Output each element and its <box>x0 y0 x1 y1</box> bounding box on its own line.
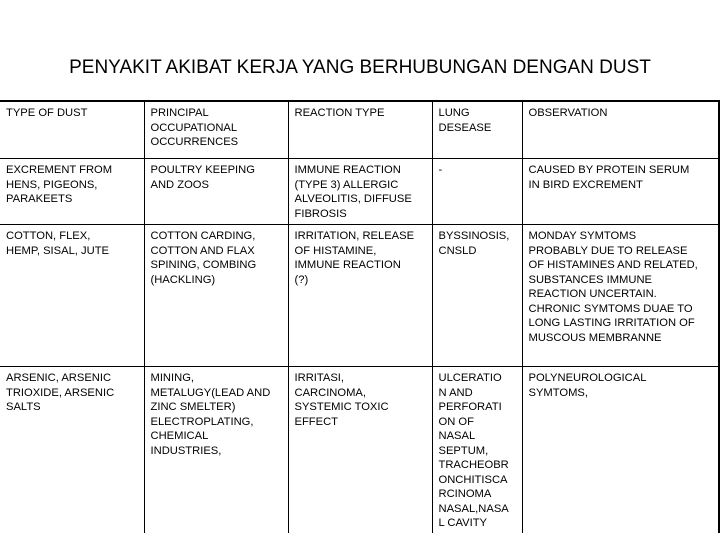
header-type-of-dust: TYPE OF DUST <box>0 101 144 159</box>
header-observation: OBSERVATION <box>522 101 719 159</box>
cell-lung-desease: - <box>432 159 522 225</box>
cell-observation: CAUSED BY PROTEIN SERUM IN BIRD EXCREMENT <box>522 159 719 225</box>
header-reaction-type: REACTION TYPE <box>288 101 432 159</box>
cell-type-of-dust: ARSENIC, ARSENIC TRIOXIDE, ARSENIC SALTS <box>0 367 144 533</box>
cell-type-of-dust: EXCREMENT FROM HENS, PIGEONS, PARAKEETS <box>0 159 144 225</box>
page-title: PENYAKIT AKIBAT KERJA YANG BERHUBUNGAN DENGAN DUST <box>69 57 651 78</box>
table-row <box>0 225 719 367</box>
cell-reaction-type: IRRITASI, CARCINOMA, SYSTEMIC TOXIC EFFECT <box>288 367 432 533</box>
cell-occupational-occurrences: COTTON CARDING, COTTON AND FLAX SPINING, COMBING (HACKLING) <box>144 225 288 367</box>
cell-lung-desease: BYSSINOSIS, CNSLD <box>432 225 522 367</box>
cell-type-of-dust: COTTON, FLEX, HEMP, SISAL, JUTE <box>0 225 144 367</box>
header-lung-desease: LUNG DESEASE <box>432 101 522 159</box>
cell-observation: MONDAY SYMTOMS PROBABLY DUE TO RELEASE OF HISTAMINES AND RELATED, SUBSTANCES IMMUNE REACTION UNCERTAIN. CHRONIC SYMTOMS DUAE TO LONG LASTING IRRITATION OF MUSCOUS MEMBRANNE <box>522 225 719 367</box>
cell-reaction-type: IMMUNE REACTION (TYPE 3) ALLERGIC ALVEOLITIS, DIFFUSE FIBROSIS <box>288 159 432 225</box>
cell-observation: POLYNEUROLOGICAL SYMTOMS, <box>522 367 719 533</box>
table-row <box>0 159 719 225</box>
cell-occupational-occurrences: MINING, METALUGY(LEAD AND ZINC SMELTER) ELECTROPLATING, CHEMICAL INDUSTRIES, <box>144 367 288 533</box>
dust-disease-table <box>0 100 720 533</box>
cell-lung-desease: ULCERATIO N AND PERFORATI ON OF NASAL SEPTUM, TRACHEOBR ONCHITISCA RCINOMA NASAL,NASA L CAVITY <box>432 367 522 533</box>
table-row <box>0 367 719 533</box>
cell-reaction-type: IRRITATION, RELEASE OF HISTAMINE, IMMUNE REACTION (?) <box>288 225 432 367</box>
table-header-row <box>0 101 719 159</box>
header-principal-occupational-occurrences: PRINCIPAL OCCUPATIONAL OCCURRENCES <box>144 101 288 159</box>
cell-occupational-occurrences: POULTRY KEEPING AND ZOOS <box>144 159 288 225</box>
